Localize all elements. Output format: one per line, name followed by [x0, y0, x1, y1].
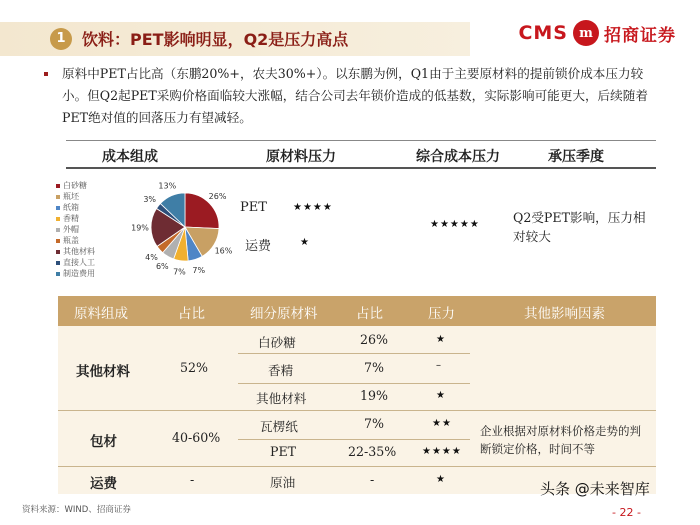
header-material-composition: 原料组成	[74, 306, 128, 322]
pie-data-label: 19%	[131, 223, 149, 233]
pie-data-label: 6%	[155, 261, 169, 271]
header-cost-composition: 成本组成	[102, 149, 158, 165]
cost-table-header	[66, 140, 656, 169]
legend-label: 外帽	[63, 225, 79, 234]
sub-share: -	[370, 472, 375, 487]
pie-legend	[56, 180, 95, 279]
legend-item	[56, 202, 95, 213]
legend-label: 制造费用	[63, 269, 95, 278]
legend-item	[56, 246, 95, 257]
section-number-badge: 1	[50, 28, 72, 50]
sub-share: 7%	[364, 360, 384, 375]
logo-cms-text: CMS	[518, 22, 568, 44]
legend-label: 纸箱	[63, 203, 79, 212]
pie-data-label: 13%	[158, 181, 177, 191]
legend-label: 白砂糖	[63, 181, 87, 190]
legend-swatch	[56, 184, 60, 188]
freight-stars: ★	[300, 237, 310, 248]
header-sub-share: 占比	[356, 306, 383, 322]
legend-swatch	[56, 228, 60, 232]
sub-share: 7%	[364, 416, 384, 431]
bullet-icon	[44, 72, 48, 76]
legend-swatch	[56, 206, 60, 210]
legend-swatch	[56, 195, 60, 199]
row-divider	[238, 439, 470, 440]
legend-label: 香精	[63, 214, 79, 223]
raw-material-table-header	[58, 296, 656, 326]
legend-item	[56, 257, 95, 268]
group-share: -	[190, 472, 195, 487]
pet-stars: ★★★★	[293, 202, 333, 213]
raw-material-table-body	[58, 326, 656, 494]
watermark: 头条 @未来智库	[540, 480, 650, 498]
pie-data-label: 7%	[192, 265, 206, 275]
row-divider	[238, 383, 470, 384]
source-note: 资料来源：WIND、招商证券	[22, 505, 131, 515]
header-raw-material-pressure: 原材料压力	[266, 149, 336, 165]
legend-label: 瓶盖	[63, 236, 79, 245]
legend-label: 其他材料	[63, 247, 95, 256]
raw-material-table	[58, 296, 656, 494]
sub-material: 其他材料	[256, 391, 307, 406]
sub-share: 22-35%	[348, 444, 397, 459]
legend-swatch	[56, 250, 60, 254]
pie-data-label: 26%	[208, 191, 227, 201]
sub-material: 白砂糖	[258, 335, 296, 350]
pressure-stars: ★	[436, 390, 446, 401]
header-sub-material: 细分原材料	[250, 306, 318, 322]
pressure-stars: ★★★★	[422, 446, 462, 457]
header-pressure: 压力	[428, 306, 455, 322]
pet-label: PET	[240, 200, 267, 215]
overall-pressure-stars: ★★★★★	[430, 219, 480, 230]
sub-material: 香精	[268, 363, 294, 378]
sub-share: 19%	[360, 388, 388, 403]
pressure-stars: –	[436, 360, 442, 371]
pressure-stars: ★	[436, 474, 446, 485]
group-share: 40-60%	[172, 430, 221, 445]
pie-data-label: 7%	[173, 267, 186, 277]
group-name: 运费	[90, 476, 117, 492]
freight-label: 运费	[245, 239, 272, 254]
pressure-stars: ★	[436, 334, 446, 345]
quarter-note: Q2受PET影响，压力相对较大	[513, 210, 646, 244]
legend-swatch	[56, 261, 60, 265]
pie-data-label: 4%	[145, 253, 158, 263]
logo-company-name: 招商证券	[604, 25, 676, 46]
row-divider	[238, 353, 470, 354]
header-overall-cost-pressure: 综合成本压力	[416, 149, 500, 165]
group-divider	[58, 410, 656, 411]
cms-logo	[518, 20, 676, 46]
header-pressure-quarter: 承压季度	[548, 149, 604, 165]
page-number: - 22 -	[612, 506, 641, 519]
legend-label: 直接人工	[63, 258, 95, 267]
logo-seal-icon: m	[573, 20, 599, 46]
other-factors-note: 企业根据对原材料价格走势的判断锁定价格，时间不等	[480, 424, 641, 456]
summary-paragraph: 原料中PET占比高（东鹏20%+，农夫30%+）。以东鹏为例，Q1由于主要原材料的提前锁价成本压力较小。但Q2起PET采购价格面临较大涨幅，结合公司去年锁价造成的低基数，实际影响可能更大，后续随着PET绝对值的回落压力有望减轻。	[62, 66, 648, 125]
sub-material: PET	[270, 444, 297, 459]
page-title: 饮料：PET影响明显，Q2是压力高点	[82, 30, 349, 49]
group-name: 其他材料	[76, 364, 130, 380]
legend-item	[56, 268, 95, 279]
pie-data-label: 16%	[214, 246, 233, 256]
legend-swatch	[56, 239, 60, 243]
sub-material: 原油	[270, 475, 296, 490]
legend-item	[56, 180, 95, 191]
legend-item	[56, 224, 95, 235]
group-share: 52%	[180, 360, 208, 375]
pie-data-label: 3%	[143, 195, 157, 205]
legend-swatch	[56, 217, 60, 221]
group-divider	[58, 466, 656, 467]
legend-item	[56, 213, 95, 224]
legend-item	[56, 191, 95, 202]
legend-item	[56, 235, 95, 246]
group-name: 包材	[90, 434, 117, 450]
cost-pie-chart	[130, 177, 240, 277]
sub-share: 26%	[360, 332, 388, 347]
legend-swatch	[56, 272, 60, 276]
legend-label: 瓶坯	[63, 192, 79, 201]
pressure-stars: ★★	[432, 418, 452, 429]
sub-material: 瓦楞纸	[260, 419, 298, 434]
header-other-factors: 其他影响因素	[524, 306, 605, 322]
header-share: 占比	[178, 306, 205, 322]
